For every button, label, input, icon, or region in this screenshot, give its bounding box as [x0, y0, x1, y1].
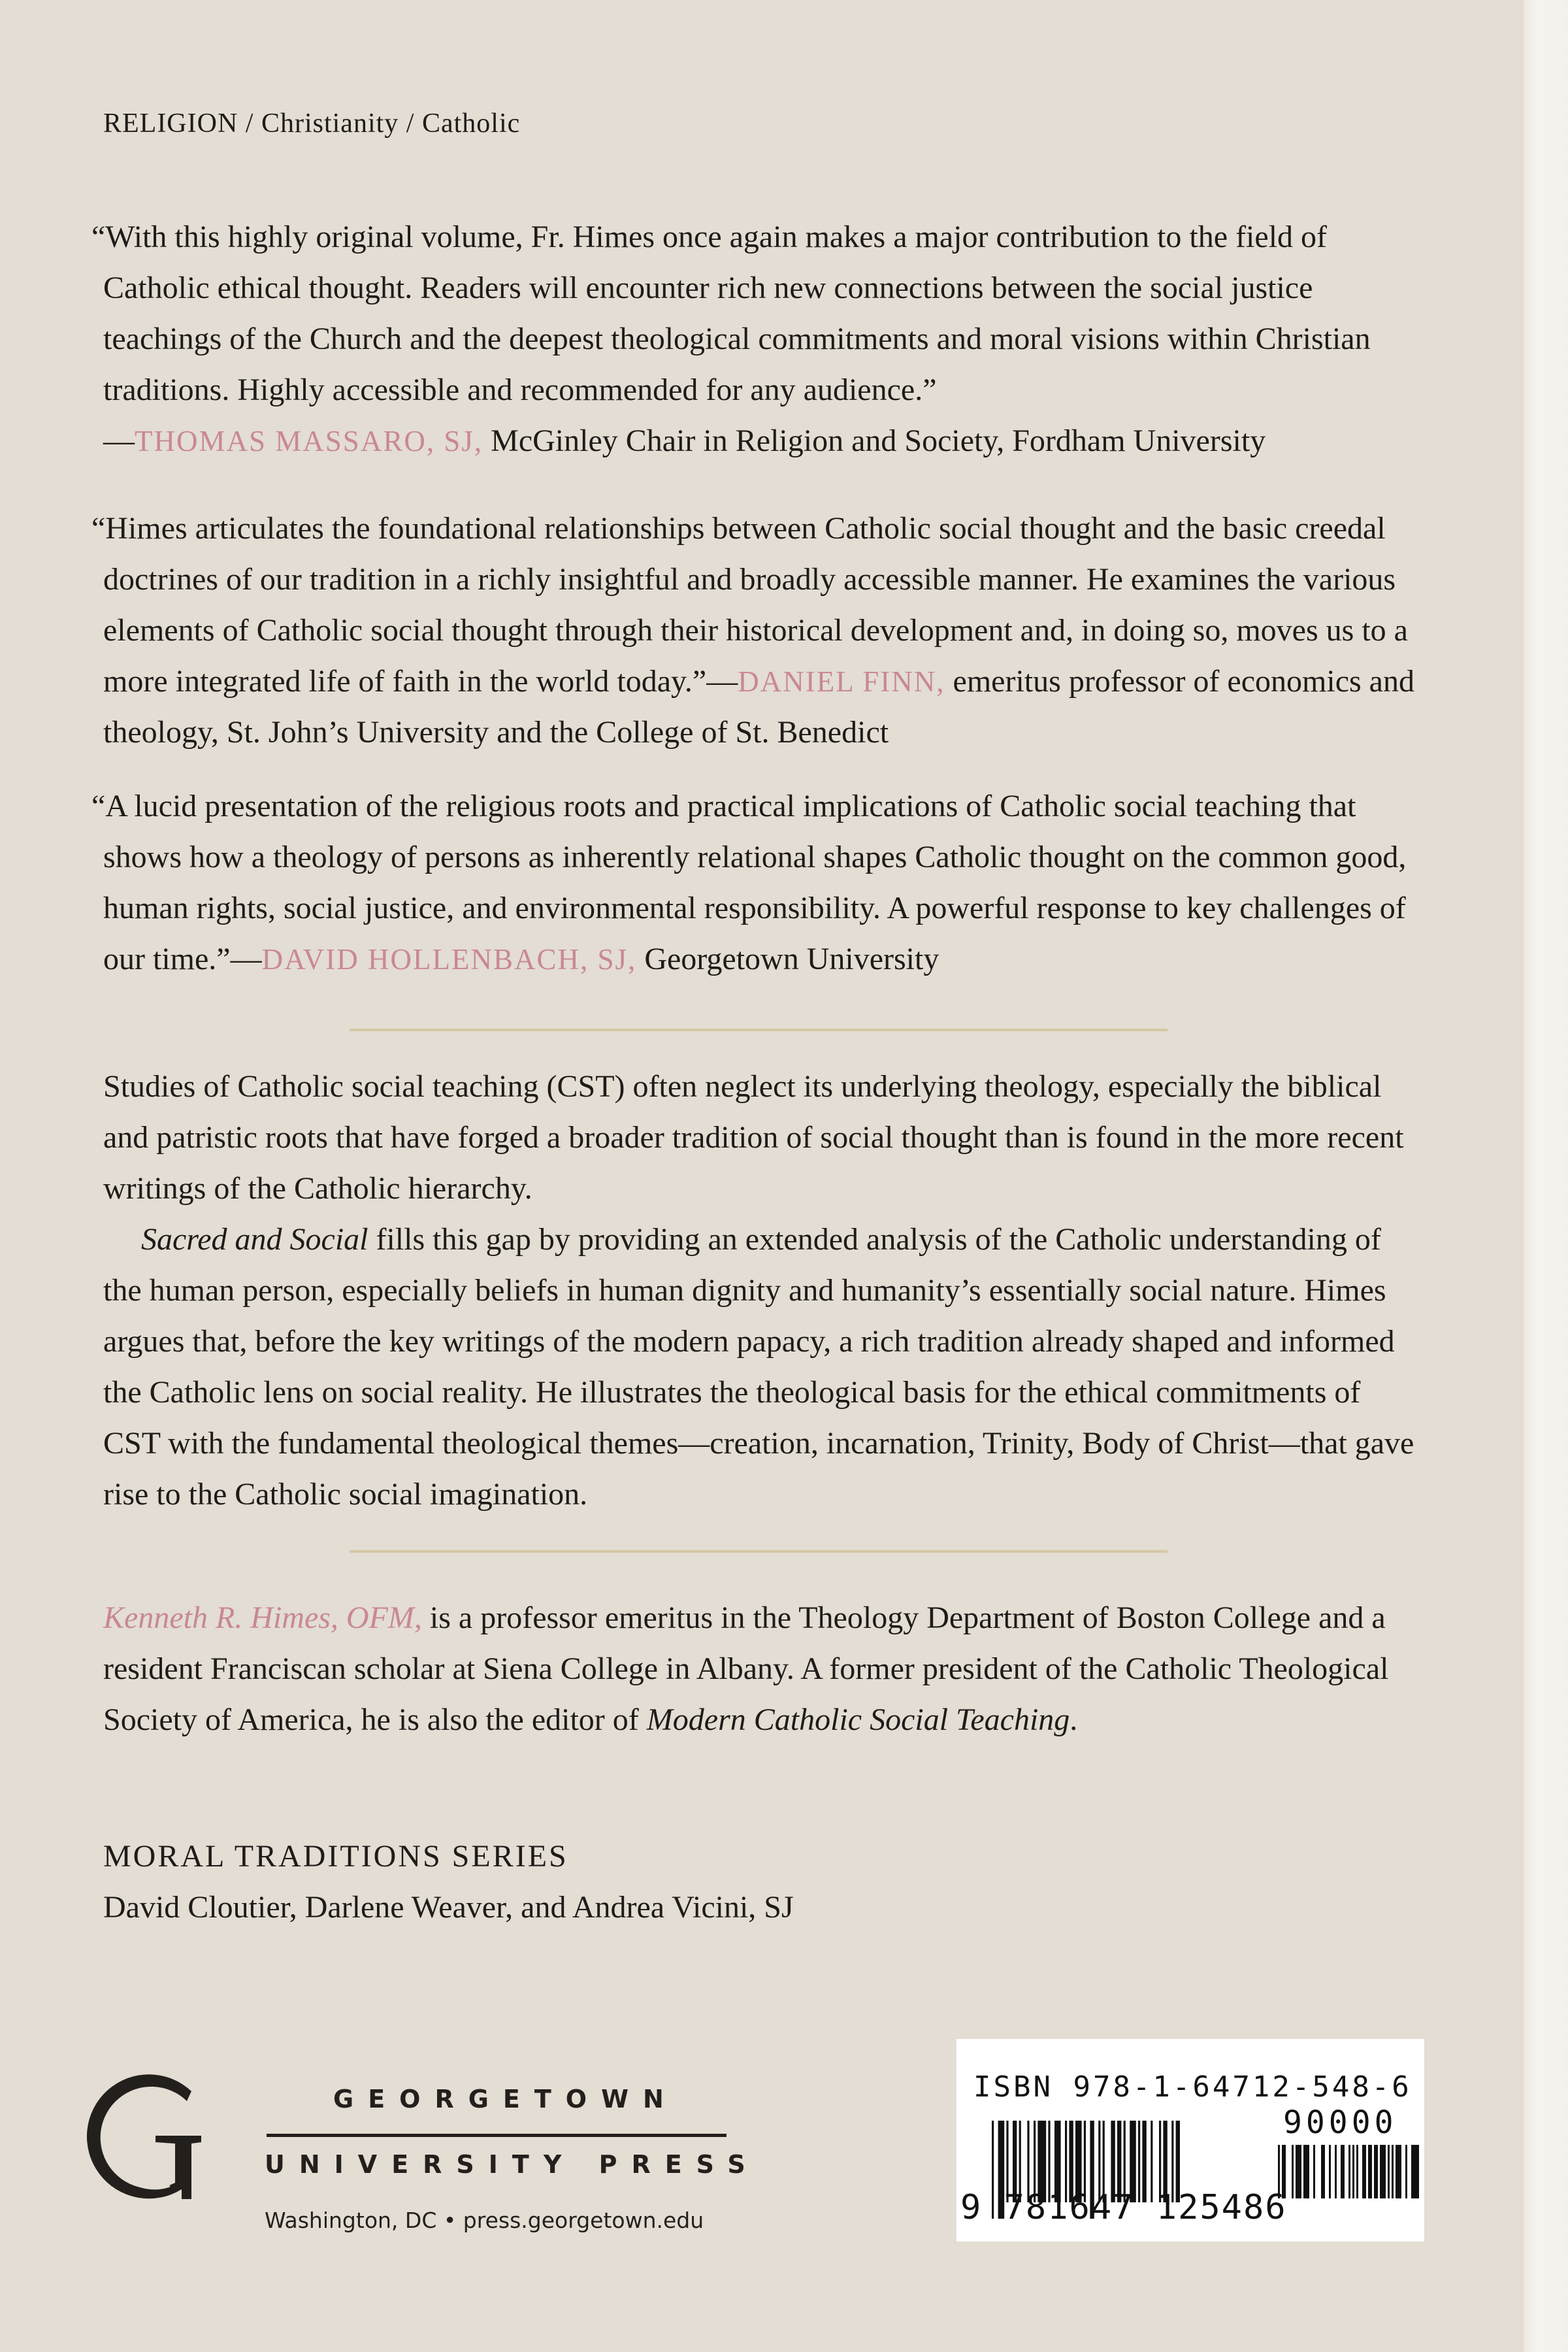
addon-bar [1356, 2145, 1358, 2198]
publisher-name-line1: GEORGETOWN [333, 2085, 678, 2113]
category-label: RELIGION / Christianity / Catholic [103, 108, 521, 139]
endorser-name: DANIEL FINN, [738, 665, 945, 698]
quote-text: “With this highly original volume, Fr. Himes once again makes a major contribution to the field of Catholic ethical thought. Readers will encounter rich new connections between the social justice teachings of the Church and the deepest theological commitments and moral visions within Christian traditions. Highly accessible and recommended for any audience.” [91, 220, 1371, 407]
quote-text: “Himes articulates the foundational relationships between Catholic social thought and the basic creedal doctrines of our tradition in a richly insightful and broadly accessible manner. He examines the various elements of Catholic social thought through their historical development and, in doing so, moves us to a more integrated life of faith in the world today.”— [91, 511, 1408, 699]
endorser-affiliation: Georgetown University [636, 942, 939, 976]
bio-end: . [1070, 1702, 1078, 1737]
addon-bar [1292, 2145, 1294, 2198]
author-bio [103, 1593, 1423, 1746]
addon-bar [1362, 2145, 1366, 2198]
addon-bar [1303, 2145, 1309, 2198]
addon-bar [1348, 2145, 1350, 2198]
addon-bar [1380, 2145, 1386, 2198]
description-paragraph: Studies of Catholic social teaching (CST) often neglect its underlying theology, especially the biblical and patristic roots that have forged a broader tradition of social thought than is found in the more recent writings of the Catholic hierarchy. [103, 1069, 1404, 1206]
addon-bar [1335, 2145, 1337, 2198]
ean-number: 9 781647 125486 [960, 2188, 1287, 2227]
georgetown-g-logo [84, 2065, 221, 2202]
book-title: Sacred and Social [141, 1222, 368, 1257]
addon-bar [1313, 2145, 1315, 2198]
publisher-name-line2: UNIVERSITY PRESS [265, 2150, 760, 2179]
price-addon: 90000 [1283, 2104, 1397, 2141]
isbn-text: ISBN 978-1-64712-548-6 [973, 2070, 1412, 2104]
description-paragraph [103, 1214, 1423, 1520]
addon-bar [1296, 2145, 1301, 2198]
addon-bar [1374, 2145, 1378, 2198]
endorsement-quote [91, 503, 1423, 758]
author-name: Kenneth R. Himes, OFM, [103, 1600, 422, 1635]
endorser-name: THOMAS MASSARO, SJ, [135, 425, 483, 457]
addon-bar [1388, 2145, 1390, 2198]
addon-bar [1321, 2145, 1325, 2198]
divider [350, 1550, 1168, 1553]
description [103, 1061, 1423, 1520]
divider [350, 1029, 1168, 1031]
addon-bar [1411, 2145, 1419, 2198]
addon-bar [1352, 2145, 1354, 2198]
description-text: fills this gap by providing an extended analysis of the Catholic understanding of the human person, especially beliefs in human dignity and humanity’s essentially social nature. Himes argues that, before the key writings of the modern papacy, a rich tradition already shaped and informed the Catholic lens on social reality. He illustrates the theological basis for the ethical commitments of CST with the fundamental theological themes—creation, incarnation, Trinity, Body of Christ—that gave rise to the Catholic social imagination. [103, 1222, 1414, 1512]
publisher-rule [267, 2134, 727, 2137]
edited-book-title: Modern Catholic Social Teaching [646, 1702, 1070, 1737]
quote-dash: — [103, 423, 135, 458]
endorser-affiliation: McGinley Chair in Religion and Society, Fordham University [483, 423, 1266, 458]
endorser-name: DAVID HOLLENBACH, SJ, [261, 943, 637, 976]
addon-bar [1368, 2145, 1372, 2198]
addon-bar [1392, 2145, 1394, 2198]
addon-bar [1405, 2145, 1407, 2198]
cover-edge [1524, 0, 1568, 2352]
quote-text: “A lucid presentation of the religious roots and practical implications of Catholic social teaching that shows how a theology of persons as inherently relational shapes Catholic thought on the common good, human rights, social justice, and environmental responsibility. A powerful response to key challenges of our time.”— [91, 789, 1407, 976]
addon-bar [1329, 2145, 1331, 2198]
bio-text: is a professor emeritus in the Theology Department of Boston College and a resident Franciscan scholar at Siena College in Albany. A former president of the Catholic Theological Society of America, he is also the editor of [103, 1600, 1389, 1737]
addon-bar [1341, 2145, 1345, 2198]
isbn-barcode [956, 2039, 1424, 2242]
endorsement-quote [91, 212, 1423, 467]
series-title: MORAL TRADITIONS SERIES [103, 1839, 568, 1874]
addon-bar [1396, 2145, 1401, 2198]
endorsement-quote [91, 781, 1423, 985]
series-editors: David Cloutier, Darlene Weaver, and Andrea Vicini, SJ [103, 1890, 794, 1925]
endorser-affiliation: emeritus professor of economics and theology, St. John’s University and the College of St. Benedict [103, 664, 1414, 750]
publisher-location: Washington, DC • press.georgetown.edu [265, 2208, 704, 2233]
